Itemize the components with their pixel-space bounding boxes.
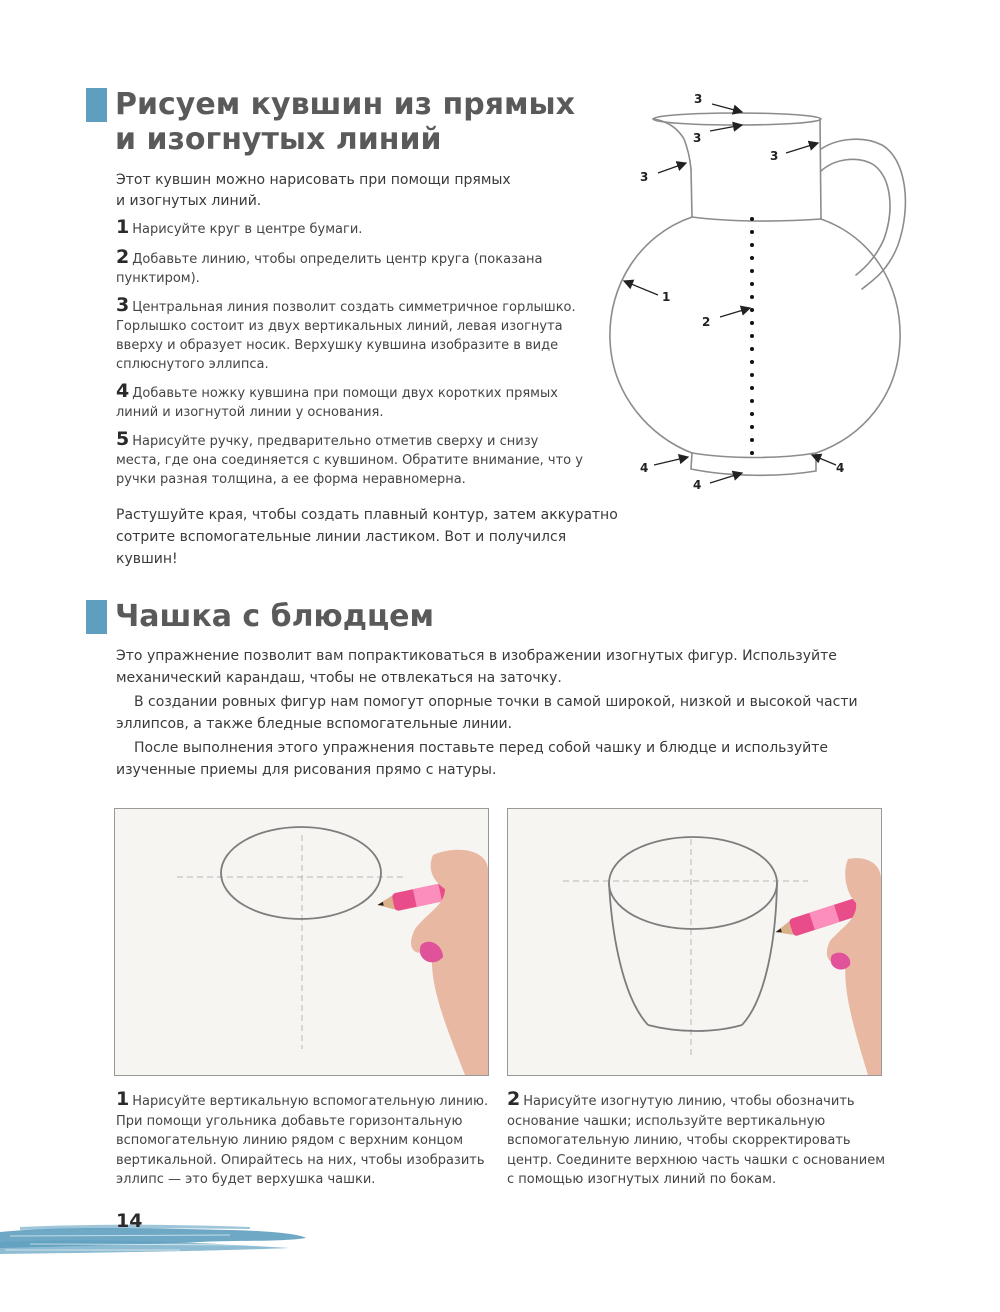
step-text: Добавьте ножку кувшина при помощи двух коротких прямых линий и изогнутой линии у основания.: [116, 386, 558, 420]
label-top: 3: [694, 92, 703, 106]
jug-neck-left: [691, 169, 692, 217]
jug-foot: [691, 453, 816, 475]
jug-step-4: [116, 382, 586, 422]
cup-para1-line1: Это упражнение позволит вам попрактиковаться в изображении изогнутых фигур. Используйте: [116, 648, 837, 664]
cup-right-side: [742, 883, 777, 1025]
cup-top-ellipse: [221, 827, 381, 919]
arrow-foot-left: [654, 457, 688, 465]
photo-step1: [114, 808, 489, 1076]
arrow-spout: [658, 163, 686, 173]
heading-jug-line1: Рисуем кувшин из прямых: [115, 87, 575, 122]
cup-left-side: [609, 883, 648, 1025]
arrow-top: [712, 104, 742, 112]
caption-text: Нарисуйте вертикальную вспомогательную линию. При помощи угольника добавьте горизонтальную вспомогательную линию рядом с верхним концом вертикальной. Опирайтесь на них, чтобы изобразить эллипс — это будет верхушка чашки.: [116, 1094, 489, 1187]
jug-closing-line2: сотрите вспомогательные линии ластиком. Вот и получился: [116, 529, 567, 545]
cup-para2-line1: В создании ровных фигур нам помогут опорные точки в самой широкой, низкой и высокой части: [134, 694, 858, 710]
arrow-rim: [710, 125, 742, 131]
brush-stroke-decoration: [0, 1218, 310, 1258]
label-foot-left: 4: [640, 461, 649, 475]
label-spout: 3: [640, 170, 649, 184]
jug-neck-base: [692, 217, 821, 221]
step-number: 5: [116, 428, 130, 450]
jug-handle: [821, 139, 905, 289]
photo-step2: [507, 808, 882, 1076]
cup-para1-line2: механический карандаш, чтобы не отвлекаться на заточку.: [116, 670, 562, 686]
jug-step-5: [116, 430, 586, 489]
cup-para3-line1: После выполнения этого упражнения поставьте перед собой чашку и блюдце и используйте: [134, 740, 829, 756]
step-number: 1: [116, 216, 130, 238]
step-number: 1: [116, 1088, 130, 1110]
cup-base: [648, 1025, 742, 1031]
step-text: Добавьте линию, чтобы определить центр круга (показана пунктиром).: [116, 252, 543, 286]
jug-rim: [653, 113, 821, 125]
cup-para2-line2: эллипсов, а также бледные вспомогательные линии.: [116, 716, 513, 732]
jug-closing-line1: Растушуйте края, чтобы создать плавный контур, затем аккуратно: [116, 507, 618, 523]
jug-step-1: [116, 218, 586, 239]
label-center: 2: [702, 315, 711, 329]
caption-step2: [507, 1090, 892, 1190]
caption-text: Нарисуйте изогнутую линию, чтобы обозначить основание чашки; используйте вертикальную вспомогательную линию, чтобы скорректировать центр. Соедините верхнюю часть чашки с основанием с помощью изогнутых линий по бокам.: [507, 1094, 886, 1187]
step-text: Нарисуйте круг в центре бумаги.: [132, 222, 363, 237]
label-base: 4: [693, 478, 702, 492]
arrow-circle: [624, 281, 658, 295]
step-number: 2: [116, 246, 130, 268]
hand: [411, 850, 488, 1075]
jug-body: [610, 217, 900, 453]
heading-accent-bar: [86, 600, 107, 634]
label-foot-right: 4: [836, 461, 845, 475]
label-handle: 3: [770, 149, 779, 163]
jug-neck-right: [820, 119, 821, 219]
step-number: 4: [116, 380, 130, 402]
label-rim: 3: [693, 131, 702, 145]
jug-step-2: [116, 248, 586, 288]
heading-jug-line2: и изогнутых линий: [115, 122, 442, 157]
jug-closing-line3: кувшин!: [116, 551, 178, 567]
cup-para3-line2: изученные приемы для рисования прямо с натуры.: [116, 762, 497, 778]
jug-illustration: [600, 85, 930, 505]
arrow-handle: [786, 143, 818, 153]
caption-step1: [116, 1090, 501, 1190]
step-number: 2: [507, 1088, 521, 1110]
jug-foot-top: [692, 453, 816, 458]
arrow-center: [720, 308, 750, 317]
jug-spout: [653, 119, 691, 169]
step-text: Центральная линия позволит создать симметричное горлышко. Горлышко состоит из двух вертикальных линий, левая изогнута вверху и образует носик. Верхушку кувшина изобразите в виде сплюснутого эллипса.: [116, 300, 576, 372]
jug-intro-line2: и изогнутых линий.: [116, 193, 262, 209]
heading-accent-bar: [86, 88, 107, 122]
cup-top-ellipse: [609, 837, 777, 929]
jug-step-3: [116, 296, 586, 374]
step-text: Нарисуйте ручку, предварительно отметив сверху и снизу места, где она соединяется с кувшином. Обратите внимание, что у ручки разная толщина, а ее форма неравномерна.: [116, 434, 583, 487]
step-number: 3: [116, 294, 130, 316]
jug-center-line: [750, 217, 754, 455]
label-circle: 1: [662, 290, 671, 304]
heading-cup: Чашка с блюдцем: [115, 599, 435, 634]
page-number: 14: [116, 1210, 143, 1232]
jug-intro-line1: Этот кувшин можно нарисовать при помощи прямых: [116, 172, 511, 188]
